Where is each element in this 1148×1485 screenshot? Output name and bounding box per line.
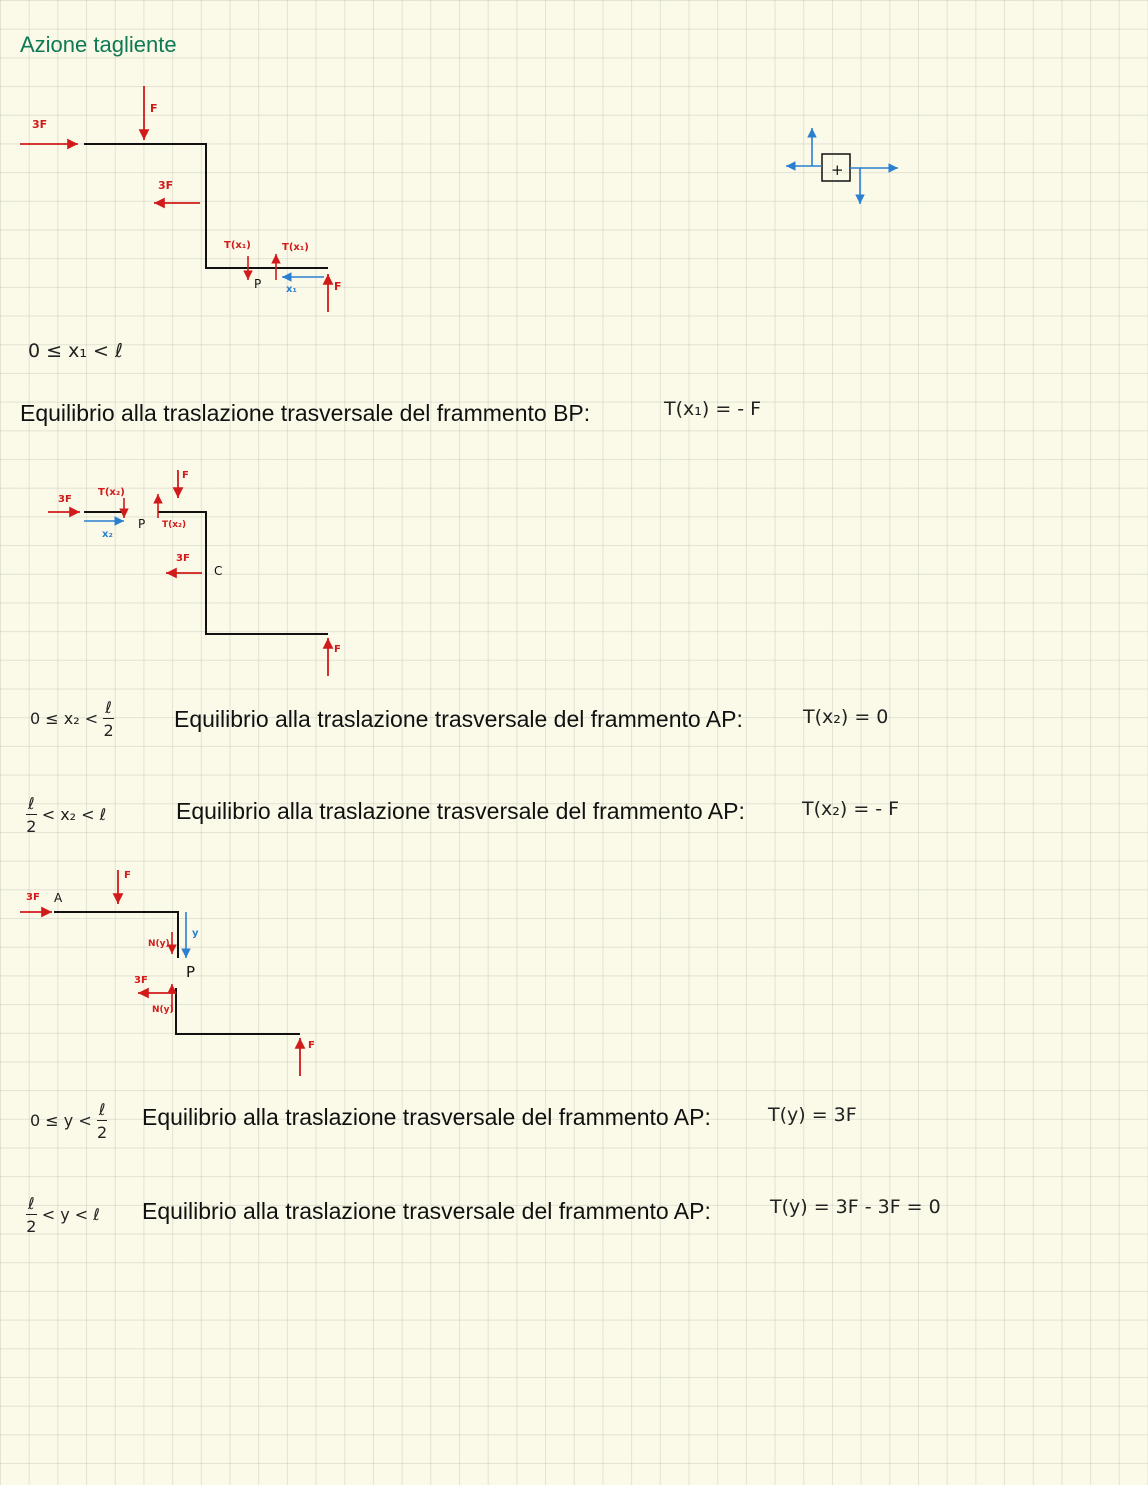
point-c-label: C [214, 564, 223, 578]
fraction: $\frac{\text{ℓ}}{2}$ [26, 794, 37, 836]
point-a-label: A [54, 891, 63, 905]
range-x1: 0 ≤ x₁ < ℓ [28, 340, 123, 362]
page-title: Azione tagliente [20, 32, 177, 57]
range-y-b [26, 1196, 100, 1235]
range-suffix: < x₂ < ℓ [41, 805, 107, 824]
shear-label-right: T(x₁) [282, 242, 309, 253]
force-label-3f-mid: 3F [158, 179, 174, 192]
force-label-f: F [150, 102, 158, 115]
point-p-label: P [186, 963, 196, 981]
result-1: T(x₁) = - F [664, 398, 762, 420]
result-2a: T(x₂) = 0 [803, 706, 889, 728]
result-3a: T(y) = 3F [768, 1104, 857, 1126]
range-suffix: < y < ℓ [41, 1205, 100, 1224]
force-label-f: F [124, 870, 131, 881]
normal-label-top: N(y) [148, 939, 170, 949]
equilibrium-text-3b: Equilibrio alla traslazione trasversale del frammento AP: [142, 1198, 711, 1224]
equilibrium-text-3a: Equilibrio alla traslazione trasversale del frammento AP: [142, 1104, 711, 1130]
shear-label-left: T(x₂) [98, 487, 125, 498]
range-y-a [30, 1102, 107, 1141]
diagram-2-structure [48, 470, 341, 676]
shear-label-right: T(x₂) [162, 520, 187, 530]
coord-label-y: y [192, 928, 199, 939]
force-label-f-end: F [334, 644, 341, 655]
force-label-f-end: F [308, 1040, 315, 1051]
diagram-3-structure [20, 870, 315, 1076]
shear-label-left: T(x₁) [224, 240, 251, 251]
sign-convention [786, 128, 898, 204]
force-label-3f: 3F [26, 892, 40, 903]
sign-plus: + [831, 161, 844, 179]
equilibrium-text-2b: Equilibrio alla traslazione trasversale del frammento AP: [176, 798, 745, 824]
equilibrium-text-1: Equilibrio alla traslazione trasversale del frammento BP: [20, 400, 591, 426]
fraction: $\frac{\text{ℓ}}{2}$ [26, 1194, 37, 1236]
result-3b: T(y) = 3F - 3F = 0 [770, 1196, 941, 1218]
coord-label-x2: x₂ [102, 529, 113, 540]
point-p-label: P [138, 517, 146, 531]
equilibrium-text-2a: Equilibrio alla traslazione trasversale del frammento AP: [174, 706, 743, 732]
force-label-3f-mid: 3F [176, 553, 190, 564]
point-p-label: P [254, 277, 262, 291]
range-prefix: 0 ≤ x₂ < [30, 709, 99, 728]
fraction: $\frac{\text{ℓ}}{2}$ [103, 698, 114, 740]
force-label-3f-mid: 3F [134, 975, 148, 986]
normal-label-bottom: N(y) [152, 1005, 174, 1015]
force-label-f-end: F [334, 280, 342, 293]
diagram-1-structure [20, 86, 342, 312]
force-label-3f: 3F [32, 118, 48, 131]
fraction: $\frac{\text{ℓ}}{2}$ [97, 1100, 108, 1142]
force-label-f: F [182, 470, 189, 481]
range-x2-b [26, 796, 106, 835]
result-2b: T(x₂) = - F [802, 798, 900, 820]
range-x2-a [30, 700, 114, 739]
force-label-3f: 3F [58, 494, 72, 505]
coord-label-x1: x₁ [286, 284, 297, 295]
range-prefix: 0 ≤ y < [30, 1111, 92, 1130]
